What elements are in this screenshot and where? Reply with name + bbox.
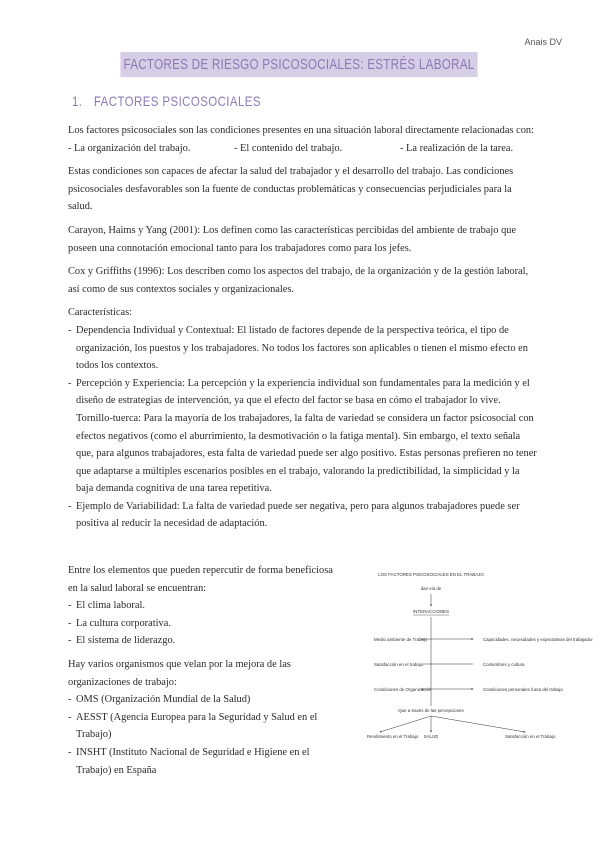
intro-item: - El contenido del trabajo. [234, 142, 343, 154]
author-name: Anais DV [524, 37, 562, 47]
list-item: - AESST (Agencia Europea para la Seguridad y Salud en el Trabajo) [68, 711, 318, 741]
section-title: FACTORES PSICOSOCIALES [93, 93, 261, 109]
page-title: FACTORES DE RIESGO PSICOSOCIALES: ESTRÉS LABORAL [120, 52, 477, 77]
list-item: - El sistema de liderazgo. [68, 635, 176, 647]
intro-list [68, 140, 538, 158]
diagram-bottom-item: Satisfacción en el Trabajo [505, 734, 556, 739]
diagram-left-item: Medio ambiente de Trabajo [374, 637, 428, 642]
paragraph: Carayon, Haims y Yang (2001): Los definen como las características percibidas del ambiente de trabajo que poseen una connotación emocional tanto para los trabajadores como para los jefes. [68, 224, 517, 254]
psychosocial-factors-diagram [365, 566, 593, 756]
paragraph: Estas condiciones son capaces de afectar la salud del trabajador y el desarrollo del trabajo. Las condiciones psicosociales desfavorables son la fuente de conductas problemáticas y consecuencias perjudiciales para la salud. [68, 166, 514, 213]
diagram-left-item: Condiciones de Organización [374, 687, 432, 692]
diagram-bottom-item: SALUD [423, 734, 439, 739]
list-item: - El clima laboral. [68, 600, 145, 612]
organisms-intro: Hay varios organismos que velan por la mejora de las organizaciones de trabajo: [68, 658, 291, 688]
characteristics-list [68, 322, 538, 533]
list-item: - Ejemplo de Variabilidad: La falta de variedad puede ser negativa, pero para algunos trabajadores puede ser positiva al reducir la necesidad de adaptación. [68, 500, 520, 530]
diagram-left-item: Satisfacción en el trabajo [374, 662, 424, 667]
section-number: 1. [72, 93, 83, 109]
diagram-bottom-item: Rendimiento en el Trabajo [367, 734, 419, 739]
diagram-subtitle: dan vía de [420, 586, 442, 591]
list-item: - Dependencia Individual y Contextual: El listado de factores depende de la perspectiva teórica, el tipo de organización, los puestos y los trabajadores. No todos los factores son aplicables o tienen el mismo efecto en todos los contextos. [68, 324, 528, 372]
diagram-right-item: Costumbres y cultura [483, 662, 525, 667]
characteristics-heading: Características: [68, 307, 133, 319]
elements-list [68, 597, 338, 650]
elements-intro: Entre los elementos que pueden repercutir de forma beneficiosa en la salud laboral se encuentran: [68, 565, 333, 594]
list-item: - Percepción y Experiencia: La percepción y la experiencia individual son fundamentales para la medición y el diseño de estrategias de intervención, ya que el efecto del factor se basa en cómo el trabajador lo vive. Tornillo-tuerca: Para la mayoría de los trabajadores, la falta de variedad se considera un factor psicosocial con efectos negativos (como el aburrimiento, la desmotivación o la fatiga mental). Sin embargo, el texto señala que, para algunos trabajadores, esta falta de variedad puede ser algo positivo. Estas personas prefieren no tener que adaptarse a múltiples escenarios posibles en el trabajo, valorando la predictibilidad, la simplicidad y la baja demanda cognitiva de una tarea repetitiva. [68, 377, 537, 495]
intro-item: - La realización de la tarea. [400, 142, 514, 154]
diagram-title: LOS FACTORES PSICOSOCIALES EN EL TRABAJO [378, 572, 484, 577]
list-item: - La cultura corporativa. [68, 617, 171, 629]
diagram-bottom-label: Que a través de las percepciones [398, 708, 464, 713]
list-item: - OMS (Organización Mundial de la Salud) [68, 694, 251, 706]
intro-paragraph: Los factores psicosociales son las condiciones presentes en una situación laboral directamente relacionadas con: [68, 125, 534, 136]
diagram-right-item: Condiciones personales fuera del trabajo [483, 687, 563, 692]
main-content [68, 122, 538, 539]
section-heading [72, 93, 261, 109]
organisms-list [68, 691, 338, 779]
list-item: - INSHT (Instituto Nacional de Seguridad e Higiene en el Trabajo) en España [68, 746, 310, 776]
left-column [68, 562, 338, 785]
diagram-center: INTERACCIONES [412, 609, 450, 614]
paragraph: Cox y Griffiths (1996): Los describen como los aspectos del trabajo, de la organización y de la gestión laboral, así como de sus contextos sociales y organizacionales. [68, 266, 529, 295]
intro-item: - La organización del trabajo. [68, 142, 191, 154]
diagram-right-item: Capacidades, necesidades y expectativas del trabajador [483, 637, 593, 642]
